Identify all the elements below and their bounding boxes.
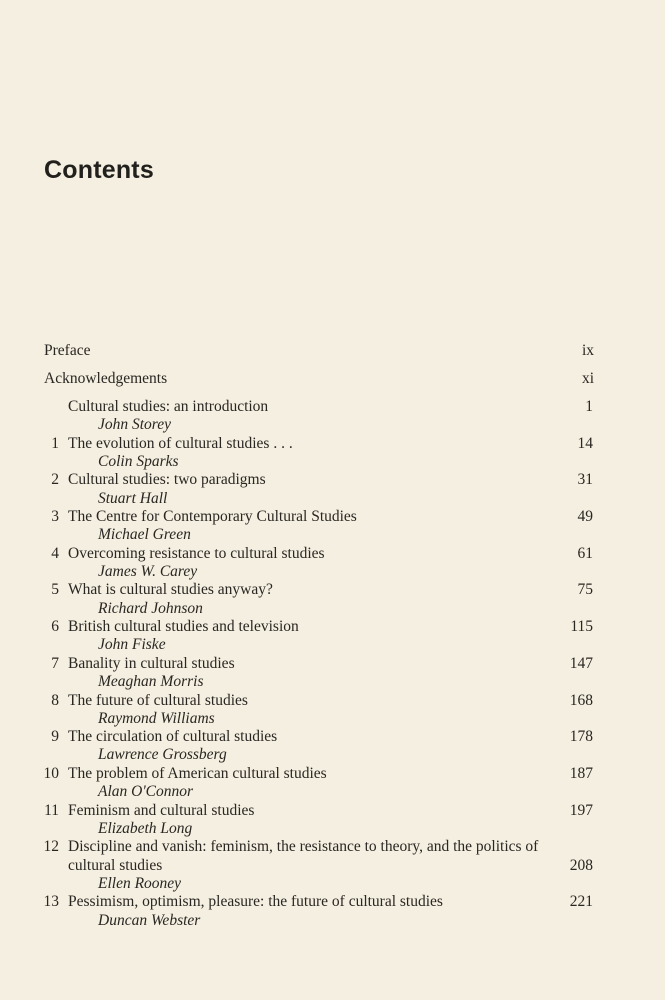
page-number: 187	[569, 764, 593, 782]
chapter-number: 6	[51, 618, 59, 636]
chapter-title: Cultural studies: two paradigms	[68, 471, 266, 489]
chapter-author: John Fiske	[98, 636, 166, 654]
chapter-number: 8	[51, 691, 59, 709]
chapter-number: 3	[51, 508, 59, 526]
toc-entry	[0, 893, 665, 930]
page-number: 49	[577, 508, 593, 526]
page-number: 147	[569, 654, 593, 672]
toc-entry	[0, 435, 665, 472]
toc-entry	[0, 838, 665, 893]
chapter-author: Raymond Williams	[98, 709, 215, 727]
chapter-author: Stuart Hall	[98, 489, 168, 507]
toc-entry	[0, 508, 665, 545]
front-matter-title: Acknowledgements	[44, 370, 168, 387]
front-matter-acknowledgements	[44, 368, 594, 390]
page-number: 14	[577, 434, 593, 452]
toc-entry	[0, 802, 665, 839]
chapter-author: James W. Carey	[98, 563, 198, 581]
toc-entry	[0, 655, 665, 692]
chapter-author: Ellen Rooney	[98, 874, 182, 892]
page-number: 61	[577, 544, 593, 562]
chapter-number: 2	[51, 471, 59, 489]
page-number: 31	[577, 471, 593, 489]
toc-entry	[0, 618, 665, 655]
chapter-title: The Centre for Contemporary Cultural Studies	[68, 508, 357, 526]
page-number: 75	[577, 581, 593, 599]
toc-entry	[0, 728, 665, 765]
toc-entry	[0, 471, 665, 508]
toc-entry	[0, 581, 665, 618]
chapter-author: Richard Johnson	[98, 599, 203, 617]
chapter-title: British cultural studies and television	[68, 618, 299, 636]
chapter-title: Discipline and vanish: feminism, the resistance to theory, and the politics of cultural studies	[68, 838, 539, 874]
page-number: 221	[569, 893, 593, 911]
page-number: 208	[569, 856, 593, 874]
chapter-author: John Storey	[98, 416, 172, 434]
chapter-title: The future of cultural studies	[68, 691, 248, 709]
chapter-title: The problem of American cultural studies	[68, 764, 327, 782]
front-matter-page: ix	[581, 342, 594, 359]
chapter-title: The circulation of cultural studies	[68, 728, 278, 746]
chapter-title: Pessimism, optimism, pleasure: the future of cultural studies	[68, 893, 443, 911]
chapter-author: Colin Sparks	[98, 452, 179, 470]
chapter-number: 13	[43, 893, 59, 911]
toc-entry	[0, 692, 665, 729]
front-matter-page: xi	[581, 370, 594, 387]
chapter-author: Duncan Webster	[98, 911, 201, 929]
page-title: Contents	[44, 156, 154, 184]
chapter-title: The evolution of cultural studies . . .	[68, 434, 293, 452]
page-number: 115	[570, 618, 593, 636]
chapter-author: Alan O'Connor	[98, 783, 194, 801]
chapter-number: 4	[51, 544, 59, 562]
chapter-author: Michael Green	[98, 526, 191, 544]
chapter-number: 5	[51, 581, 59, 599]
chapter-number: 7	[51, 654, 59, 672]
chapter-number: 10	[43, 764, 59, 782]
toc-list	[0, 398, 665, 930]
page-number: 168	[569, 691, 593, 709]
page-number: 1	[585, 398, 593, 415]
chapter-author: Meaghan Morris	[98, 673, 204, 691]
chapter-title: Feminism and cultural studies	[68, 801, 255, 819]
chapter-title: Overcoming resistance to cultural studies	[68, 544, 325, 562]
chapter-title: What is cultural studies anyway?	[68, 581, 273, 599]
chapter-number: 11	[44, 801, 59, 819]
chapter-title: Banality in cultural studies	[68, 654, 235, 672]
page-number: 197	[569, 801, 593, 819]
page-number: 178	[569, 728, 593, 746]
front-matter-title: Preface	[44, 342, 91, 359]
chapter-title: Cultural studies: an introduction	[68, 398, 269, 415]
toc-entry	[0, 545, 665, 582]
chapter-number: 1	[51, 434, 59, 452]
toc-entry	[0, 398, 665, 435]
chapter-author: Lawrence Grossberg	[98, 746, 227, 764]
chapter-number: 12	[43, 838, 59, 856]
front-matter-preface	[44, 340, 594, 362]
chapter-number: 9	[51, 728, 59, 746]
toc-entry	[0, 765, 665, 802]
chapter-author: Elizabeth Long	[98, 819, 193, 837]
